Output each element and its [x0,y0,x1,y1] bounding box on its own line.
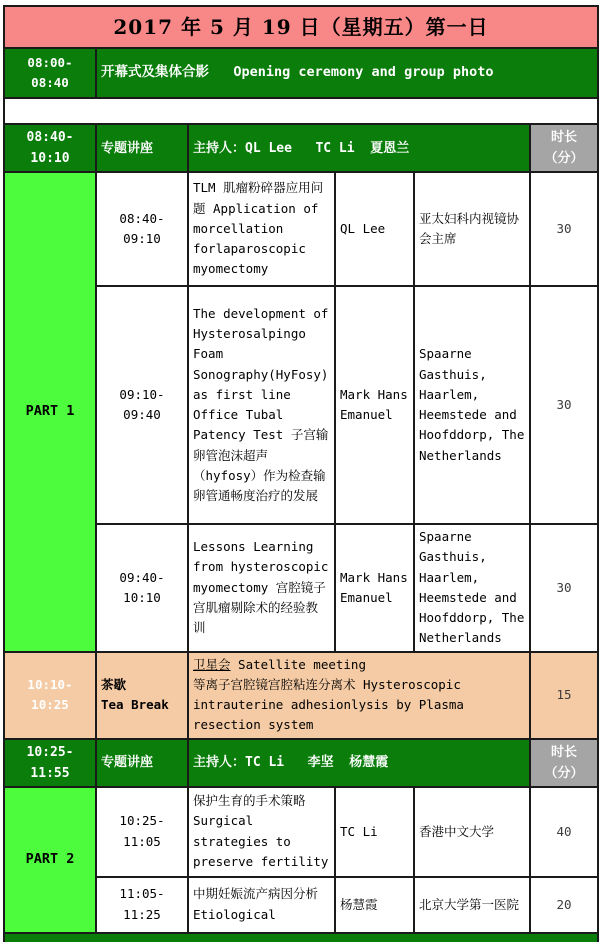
talk-time: 08:40-09:10 [96,172,188,286]
opening-time: 08:00-08:40 [4,48,96,98]
tea-break-label-cn: 茶歇 [101,676,127,692]
tea-break-label [96,652,188,739]
talk-topic: TLM 肌瘤粉碎器应用问题 Application of morcellation forlaparoscopic myomectomy [188,172,335,286]
tea-break-duration: 15 [530,652,598,739]
talk-time: 09:40-10:10 [96,524,188,652]
session1-time: 08:40-10:10 [4,124,96,172]
talk-duration: 40 [530,787,598,877]
partial-next-row-cell [4,933,598,942]
spacer-row [4,98,598,124]
talk-duration: 30 [530,286,598,524]
title-row [4,6,598,48]
page-title: 2017 年 5 月 19 日（星期五）第一日 [4,6,598,48]
talk-topic: Lessons Learning from hysteroscopic myomectomy 宫腔镜子宫肌瘤剔除术的经验教训 [188,524,335,652]
tea-break-row [4,652,598,739]
session2-type: 专题讲座 [96,739,188,787]
talk-topic: 保护生育的手术策略 Surgical strategies to preserve fertility [188,787,335,877]
talk-affiliation: Spaarne Gasthuis, Haarlem, Heemstede and Hoofddorp, The Netherlands [414,286,530,524]
talk-affiliation: Spaarne Gasthuis, Haarlem, Heemstede and Hoofddorp, The Netherlands [414,524,530,652]
session2-chairs: 主持人：TC Li 李坚 杨慧霞 [188,739,530,787]
session1-type: 专题讲座 [96,124,188,172]
satellite-meeting-cell [188,652,530,739]
talk-speaker: Mark Hans Emanuel [335,286,414,524]
satellite-title-rest: Satellite meeting [230,656,366,672]
talk-speaker: QL Lee [335,172,414,286]
tea-break-time: 10:10-10:25 [4,652,96,739]
talk-topic: The development of Hysterosalpingo Foam Sonography(HyFosy) as first line Office Tubal Patency Test 子宫输卵管泡沫超声（hyfosy）作为检查输卵管通畅度治疗的发展 [188,286,335,524]
session1-chairs: 主持人：QL Lee TC Li 夏恩兰 [188,124,530,172]
talk-time: 09:10-09:40 [96,286,188,524]
partial-next-row [4,933,598,942]
session2-time: 10:25-11:55 [4,739,96,787]
opening-label: 开幕式及集体合影 Opening ceremony and group photo [96,48,598,98]
satellite-title-underlined: 卫星会 [193,656,231,672]
talk-duration: 30 [530,172,598,286]
talk-time: 10:25-11:05 [96,787,188,877]
talk-duration: 20 [530,877,598,933]
session1-row-0 [4,172,598,286]
talk-affiliation: 亚太妇科内视镜协会主席 [414,172,530,286]
satellite-description: 等离子宫腔镜宫腔粘连分离术 Hysteroscopic intrauterine adhesionlysis by Plasma resection system [193,676,472,733]
session2-row-0 [4,787,598,877]
talk-speaker: Mark Hans Emanuel [335,524,414,652]
schedule-table [3,5,599,942]
part1-label: PART 1 [4,172,96,652]
part2-label: PART 2 [4,787,96,933]
talk-affiliation: 北京大学第一医院 [414,877,530,933]
spacer-cell [4,98,598,124]
tea-break-label-en: Tea Break [101,697,169,713]
session2-header-row [4,739,598,787]
session1-duration-header: 时长（分） [530,124,598,172]
talk-speaker: 杨慧霞 [335,877,414,933]
talk-time: 11:05-11:25 [96,877,188,933]
session2-duration-header: 时长（分） [530,739,598,787]
session1-header-row [4,124,598,172]
talk-speaker: TC Li [335,787,414,877]
talk-affiliation: 香港中文大学 [414,787,530,877]
talk-duration: 30 [530,524,598,652]
opening-row [4,48,598,98]
talk-topic: 中期妊娠流产病因分析 Etiological [188,877,335,933]
